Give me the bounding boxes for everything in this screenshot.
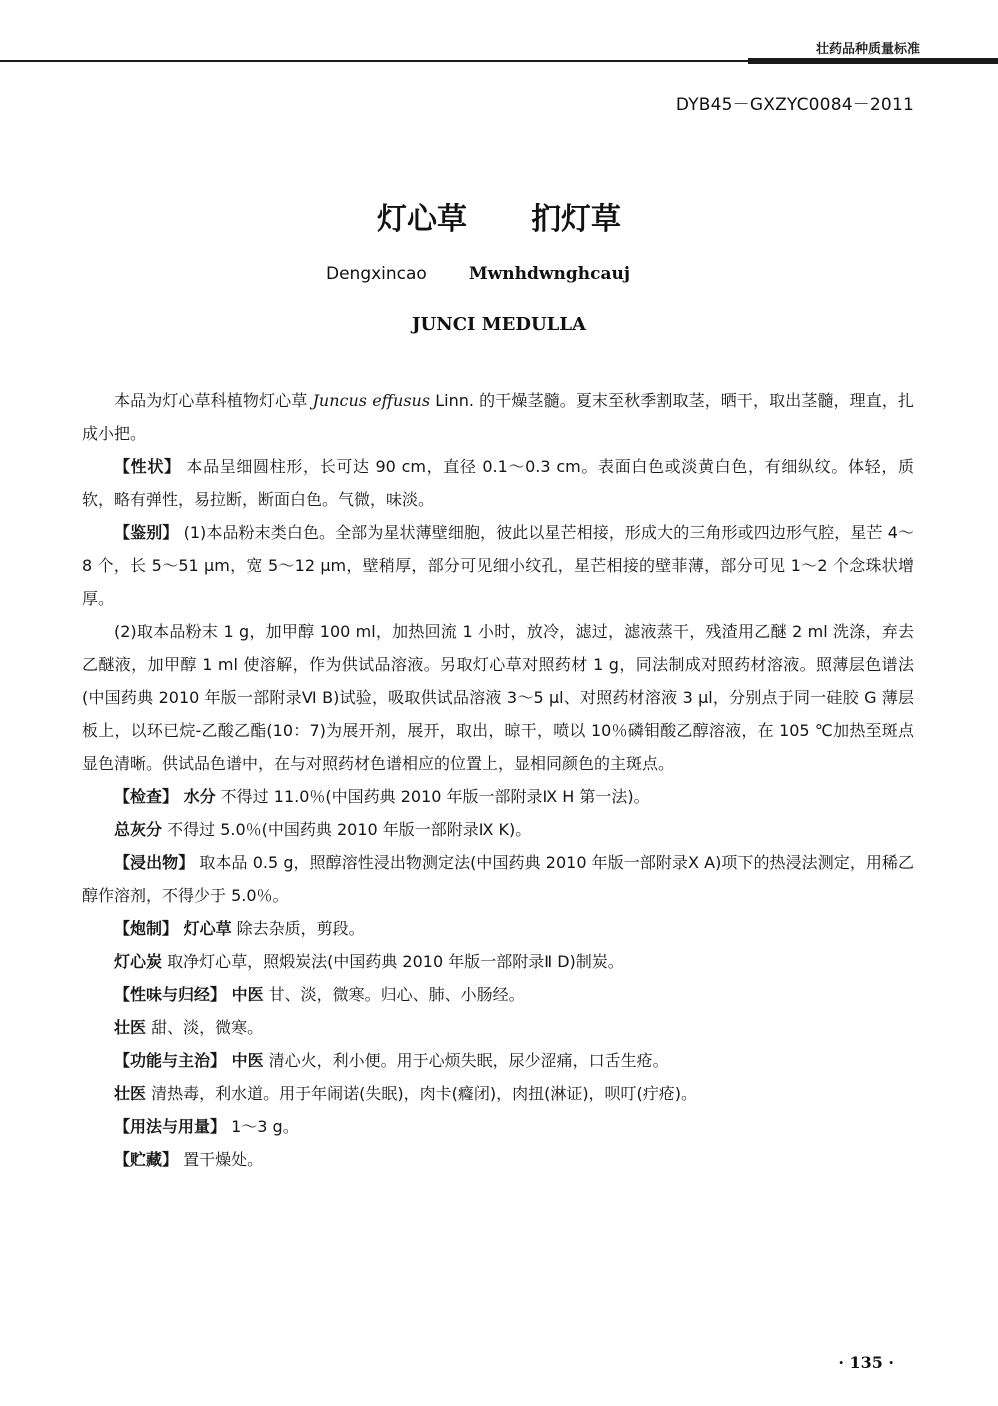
paozhi-label: 【炮制】	[114, 919, 179, 938]
zhuang-name: Mwnhdwnghcauj	[468, 264, 631, 284]
jiancha-label: 【检查】	[114, 787, 179, 806]
section-gongneng-zhuang	[82, 1077, 914, 1110]
title-zhuang: 扪灯草	[531, 202, 621, 237]
running-header-label: 壮药品种质量标准	[815, 42, 920, 57]
jianbie-text-1: (1)本品粉末类白色。全部为星状薄壁细胞，彼此以星芒相接，形成大的三角形或四边形气腔，星芒 4～8 个，长 5～51 μm，宽 5～12 μm，壁稍厚，部分可见细小纹孔，星芒相接的壁菲薄，部分可见 1～2 个念珠状增厚。	[82, 523, 914, 608]
zhucang-label: 【贮藏】	[114, 1150, 179, 1169]
yongfa-label: 【用法与用量】	[114, 1117, 227, 1136]
intro-paragraph	[82, 384, 914, 450]
gongneng-zy-label: 中医	[226, 1051, 264, 1070]
jinchuwu-label: 【浸出物】	[114, 853, 195, 872]
jinchuwu-text: 取本品 0.5 g，照醇溶性浸出物测定法(中国药典 2010 年版一部附录Ⅹ A)项下的热浸法测定，用稀乙醇作溶剂，不得少于 5.0％。	[82, 853, 914, 905]
standard-code: DYB45－GXZYC0084－2011	[675, 95, 914, 115]
title-chinese: 灯心草	[377, 202, 467, 237]
jianbie-text-2: (2)取本品粉末 1 g，加甲醇 100 ml，加热回流 1 小时，放冷，滤过，滤液蒸干，残渣用乙醚 2 ml 洗涤，弃去乙醚液，加甲醇 1 ml 使溶解，作为供试品溶液。另取灯心草对照药材 1 g，同法制成对照药材溶液。照薄层色谱法(中国药典 2010 年版一部附录Ⅵ B)试验，吸取供试品溶液 3～5 μl、对照药材溶液 3 μl，分别点于同一硅胶 G 薄层板上，以环已烷-乙酸乙酯(10：7)为展开剂，展开，取出，晾干，喷以 10％磷钼酸乙醇溶液，在 105 ℃加热至斑点显色清晰。供试品色谱中，在与对照药材色谱相应的位置上，显相同颜色的主斑点。	[82, 622, 914, 773]
section-paozhi	[82, 912, 914, 945]
shuifen-text: 不得过 11.0％(中国药典 2010 年版一部附录Ⅸ H 第一法)。	[215, 787, 650, 806]
xingzhuang-label: 【性状】	[114, 457, 181, 476]
paozhi-sub-label: 灯心草	[178, 919, 232, 938]
page-number: · 135 ·	[838, 1353, 894, 1372]
section-yongfa	[82, 1110, 914, 1143]
gongneng-zhy-label: 壮医	[114, 1084, 147, 1103]
section-jinchuwu	[82, 846, 914, 912]
section-xingwei-zhuang	[82, 1011, 914, 1044]
xingwei-label: 【性味与归经】	[114, 985, 227, 1004]
section-gongneng	[82, 1044, 914, 1077]
paozhi-text: 除去杂质，剪段。	[231, 919, 365, 938]
intro-text-b: Linn. 的干燥茎髓。夏末至秋季割取茎，晒干，取出茎髓，理直，扎成小把。	[82, 391, 914, 443]
xingwei-zy-text: 甘、淡，微寒。归心、肺、小肠经。	[263, 985, 525, 1004]
species-name: Juncus effusus	[312, 391, 431, 410]
monograph-body	[82, 384, 914, 1176]
zonghuifen-label: 总灰分	[114, 820, 163, 839]
gongneng-label: 【功能与主治】	[114, 1051, 227, 1070]
zonghuifen-text: 不得过 5.0％(中国药典 2010 年版一部附录Ⅸ K)。	[162, 820, 532, 839]
zhucang-text: 置干燥处。	[178, 1150, 264, 1169]
xingzhuang-text: 本品呈细圆柱形，长可达 90 cm，直径 0.1～0.3 cm。表面白色或淡黄白色，有细纵纹。体轻，质软，略有弹性，易拉断，断面白色。气微，味淡。	[82, 457, 914, 509]
xingwei-zhy-label: 壮医	[114, 1018, 147, 1037]
header-rule-thick	[748, 58, 998, 64]
section-zonghuifen	[82, 813, 914, 846]
section-jianbie	[82, 516, 914, 615]
yongfa-text: 1～3 g。	[226, 1117, 299, 1136]
shuifen-label: 水分	[178, 787, 216, 806]
dengxintan-text: 取净灯心草，照煅炭法(中国药典 2010 年版一部附录Ⅱ D)制炭。	[162, 952, 624, 971]
section-xingwei	[82, 978, 914, 1011]
page-title	[0, 194, 998, 238]
section-jiancha	[82, 780, 914, 813]
intro-text-a: 本品为灯心草科植物灯心草	[114, 391, 313, 410]
section-zhucang	[82, 1143, 914, 1176]
section-xingzhuang	[82, 450, 914, 516]
jianbie-label: 【鉴别】	[114, 523, 179, 542]
xingwei-zy-label: 中医	[226, 985, 264, 1004]
gongneng-zhy-text: 清热毒，利水道。用于年闹诺(失眠)，肉卡(癃闭)，肉扭(淋证)，呗叮(疔疮)。	[146, 1084, 698, 1103]
pinyin-name: Dengxincao	[326, 264, 427, 284]
section-dengxintan	[82, 945, 914, 978]
xingwei-zhy-text: 甜、淡，微寒。	[146, 1018, 264, 1037]
latin-name: JUNCI MEDULLA	[412, 314, 586, 335]
section-jianbie-2	[82, 615, 914, 780]
romanized-names	[326, 264, 630, 284]
gongneng-zy-text: 清心火，利小便。用于心烦失眠，尿少涩痛，口舌生疮。	[263, 1051, 669, 1070]
dengxintan-label: 灯心炭	[114, 952, 163, 971]
